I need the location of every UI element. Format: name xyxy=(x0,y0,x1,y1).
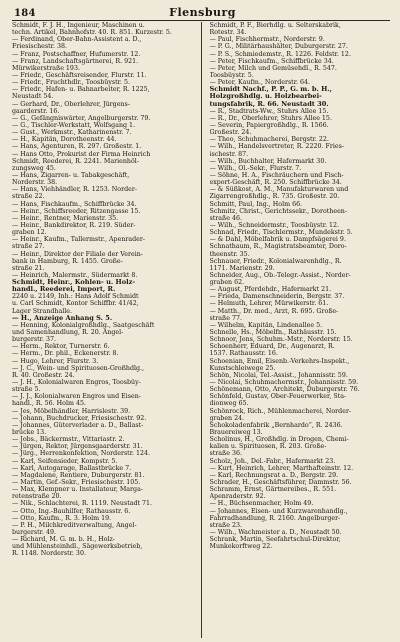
directory-entry-line: Rotestr. 34. xyxy=(209,29,247,37)
directory-entry-line: handl., R. 56. Holm 45. xyxy=(12,400,86,408)
directory-entry-line: — P. H., Milchkreditverwaltung, Angel- xyxy=(12,521,137,529)
directory-entry-line: Munkekorftweg 22. xyxy=(209,543,273,551)
directory-entry-line: handl., Reederei, Import, R. xyxy=(12,286,116,294)
directory-entry-line: Schnelle, Hs., Möbelfn., Rathäusstr. 15. xyxy=(209,329,337,337)
directory-entry-line: Schmitt, Paul, Ing., Holm 66. xyxy=(209,200,303,208)
directory-entry-line: — Heinr., Rentner, Marienstr. 35. xyxy=(12,214,119,222)
directory-entry-line: — Karl, Rechnungsrat a. D., Bergstr. 29. xyxy=(209,471,339,479)
directory-entry-line: — H., Anzeige Anhang S. 5. xyxy=(12,314,113,322)
directory-entry-line: theenstr. 35. xyxy=(209,250,250,258)
directory-entry-line: — Wilhelm, Kapitän, Lindenallee 5. xyxy=(209,321,323,329)
directory-entry-line: kalien u. Spirituosen, R. 203. Große- xyxy=(209,443,327,451)
directory-entry-line: Schrank, Martin, Seefahrtschul-Direktor, xyxy=(209,536,341,544)
directory-entry-line: — Friedr., Fruchthdlr., Toosbüystr. 5. xyxy=(12,79,131,87)
directory-entry-line: — & Süßkost, A. M., Manufakturwaren und xyxy=(209,186,349,194)
directory-columns xyxy=(12,22,390,638)
directory-entry-line: — Magdalene, Rentiere, Duburgerstr. 81. xyxy=(12,471,145,479)
directory-entry-line: techn. Artikel, Bahnhofstr. 40. R. 851. Kurzestr. 5. xyxy=(12,29,172,37)
directory-entry-line: 2240 u. 2149, Inh.: Hans Adolf Schmidt xyxy=(12,293,139,301)
page-number: 184 xyxy=(14,8,36,19)
directory-entry-line: R. 1148. Norderstr. 30. xyxy=(12,550,86,558)
directory-entry-line: — Theo, Schuhmacherei, Bergstr. 22. xyxy=(209,136,329,144)
directory-entry-line: — Hans, Agenturen, R. 297. Großestr. 1. xyxy=(12,143,142,151)
directory-entry-line: — H., Kapitän, Dorotheenstr. 44. xyxy=(12,136,117,144)
directory-entry-line: Neustadt 54. xyxy=(12,93,54,101)
directory-entry-line: Schön, Nicolai, Tel.-Assist., Johannisstr. 59. xyxy=(209,371,348,379)
directory-entry-line: export-Geschäft, R. 250. Schiffbrücke 34. xyxy=(209,179,342,187)
directory-entry-line: Großestr. 24. xyxy=(209,129,252,137)
directory-entry-line: zungsweg 45. xyxy=(12,164,56,172)
directory-entry-line: — Jobs., Bäckermstr., Vittariastr. 2. xyxy=(12,436,125,444)
directory-entry-line: — Severin, Papiergroßhdlg., R. 1566. xyxy=(209,121,329,129)
directory-entry-line: — Jes, Möbelhändler, Harrislestr. 39. xyxy=(12,407,131,415)
directory-entry-line: — R., Dr., Oberlehrer, Stuhrs Allee 15. xyxy=(209,114,332,122)
directory-entry-line: straße 36. xyxy=(209,450,242,458)
directory-entry-line: tungsfabrik, R. 66. Neustadt 30. xyxy=(209,100,329,108)
directory-entry-line: Lager Strandhalle. xyxy=(12,307,72,315)
directory-entry-line: Friesischestr. 38. xyxy=(12,43,68,51)
directory-entry-line: — Jürg., Herrenkonfektion, Norderstr. 124. xyxy=(12,450,151,458)
directory-entry-line: 1537. Rathausstr. 16. xyxy=(209,350,278,358)
running-head: Flensburg xyxy=(169,6,236,19)
directory-entry-line: burgerstr. 49. xyxy=(12,528,56,536)
directory-entry-line: Toosbüystr. 5. xyxy=(209,71,254,79)
directory-entry-line: — Heinr., Kaufm., Tallermstr., Apenrader- xyxy=(12,236,146,244)
directory-entry-line: Scholinus, H., Großhdlg. in Drogen, Chemi- xyxy=(209,436,349,444)
directory-entry-line: Zigarrengroßhdlg., R. 735. Großestr. 20. xyxy=(209,193,340,201)
directory-entry-line: — Frieda, Damenschneiderin, Bergstr. 37. xyxy=(209,293,345,301)
directory-entry-line: Schoenian, Emil, Eisenb.-Verkehrs-Inspekt., xyxy=(209,357,350,365)
directory-entry-line: — Otto, Ing.-Bauhilfer, Rathausstr. 6. xyxy=(12,507,131,515)
directory-entry-line: Schrader, H., Geschäftsführer, Dammstr. 56. xyxy=(209,479,352,486)
directory-entry-line: — Johann, Buchdrucker, Friesischestr. 92. xyxy=(12,414,147,422)
directory-entry-line: graben 12. xyxy=(12,229,47,237)
directory-entry-line: ischestr. 87. xyxy=(209,150,249,158)
directory-entry-line: — P. S., Schmiedemstr., R. 1226. Feldstr. 12. xyxy=(209,50,351,58)
directory-entry-line: — G., Tischler-Werkstatt, Wolfsgang 1. xyxy=(12,121,136,129)
directory-entry-line: — J. J., Kolonialwaren Engros und Eisen- xyxy=(12,393,141,401)
directory-entry-line: — Martin, Gef.-Sekr., Friesischestr. 105. xyxy=(12,479,141,486)
directory-entry-line: — Nicolai, Schuhmachermstr., Johannisstr. 59. xyxy=(209,379,359,387)
directory-entry-line: retenstraße 20. xyxy=(12,493,62,501)
directory-entry-line: — Hugo, Lehrer, Flurstr. 3. xyxy=(12,357,99,365)
directory-entry-line: — G., Gefängniswärter, Angelburgerstr. 79. xyxy=(12,114,151,122)
directory-entry-line: — Franz, Postschaffner, Hufumerstr. 12. xyxy=(12,50,141,58)
directory-entry-line: straße 77. xyxy=(209,314,242,322)
directory-entry-line: — August, Pferdehdr., Hafermarkt 21. xyxy=(209,286,332,294)
directory-entry-line: Schönfeld, Gustav, Ober-Feuerwerker, Sta- xyxy=(209,393,347,401)
directory-entry-line: gaarderstr. 16. xyxy=(12,107,60,115)
directory-entry-line: — Johannes, Güterverlader a. D., Ballast- xyxy=(12,421,144,429)
directory-entry-line: Schönemann, Otto, Architekt, Duburgerstr. 76. xyxy=(209,386,360,394)
directory-entry-line: — Heinr., Bankdirektor, R. 219. Süder- xyxy=(12,221,136,229)
directory-entry-line: — & Dahl, Möbelfabrik u. Dampfsägerei 9. xyxy=(209,236,346,244)
directory-entry-line: Schönrock, Rich., Mühlenmacherei, Norder- xyxy=(209,407,352,415)
directory-entry-line: — Henning, Kolonialgroßhdlg., Saatgeschäft xyxy=(12,321,155,329)
directory-entry-line: — R., Stadtrats-Ww., Stuhrs Allee 15. xyxy=(209,107,329,115)
header-rule xyxy=(12,20,390,21)
directory-entry-line: — Heinrich, Malermstr., Südermarkt 8. xyxy=(12,271,138,279)
directory-entry-line: straße 22. xyxy=(12,193,45,201)
directory-entry-line: — Nik., Schlachterei, R. 1119. Neustadt 71. xyxy=(12,500,153,508)
directory-entry-line: — Wilh., Schneidermstr., Toosbüystr. 12. xyxy=(209,221,340,229)
directory-entry-line: Schmidt Nachf., P. P., G. m. b. H., xyxy=(209,86,332,94)
directory-entry-line: Schmidt, P. F., Bierhdlg. u. Selterskabrik, xyxy=(209,22,341,29)
directory-entry-line: straße 21. xyxy=(12,264,45,272)
directory-entry-line: — Friedr., Hafen- u. Bahnarbeiter, R. 1225, xyxy=(12,86,150,94)
column-divider xyxy=(201,22,202,638)
directory-entry-line: — Karl, Seifensieder, Kompstr. 5. xyxy=(12,457,118,465)
directory-entry-line: straße 23. xyxy=(209,521,242,529)
directory-entry-line: — J. H., Kolonialwaren Engros, Toosbüy- xyxy=(12,379,141,387)
directory-entry-line: Schnauer, Friedr., Kolonialwarenhdlg., R. xyxy=(209,257,342,265)
directory-entry-line: — Herm., Dr. phil., Eckenerstr. 8. xyxy=(12,350,119,358)
directory-entry-line: Schmidt, Reederei, R. 2241. Marienhöl- xyxy=(12,157,139,165)
directory-entry-line: — Söhne, H. A., Fischräuchern und Fisch- xyxy=(209,171,344,179)
directory-entry-line: Schneider, Aug., Ob.-Telegr.-Assist., Norder- xyxy=(209,271,351,279)
directory-entry-line: dionweg 65. xyxy=(209,400,249,408)
directory-entry-line: — Jürgen, Rektor, Jürgensgaarderstr. 31. xyxy=(12,443,143,451)
directory-entry-line: — Ferdinand, Ober-Bahn-Assistent a. D., xyxy=(12,36,142,44)
directory-entry-line: — J. C., Wein- und Spirituosen-Großhdlg., xyxy=(12,364,145,372)
directory-entry-line: R. 40. Großestr. 24. xyxy=(12,371,75,379)
directory-entry-line: — Heinr., Direktor der Filiale der Verein- xyxy=(12,250,143,258)
directory-entry-line: Schramm, Ernst, Gärtnereibes., R. 551. xyxy=(209,486,337,494)
directory-entry-line: graben 24. xyxy=(209,414,245,422)
directory-entry-line: brücke 13. xyxy=(12,429,47,437)
directory-entry-line: — Hans Otto, Prokurist der Firma Heinrich xyxy=(12,150,151,158)
directory-entry-line: Norderstr. 38. xyxy=(12,179,58,187)
directory-entry-line: — Helmuth, Lehrer, Mürwikerstr. 61. xyxy=(209,300,329,308)
directory-entry-line: Holzgroßhdlg. u. Holzbearbei- xyxy=(209,93,322,101)
directory-entry-line: Kunstschleiwege 25. xyxy=(209,364,276,372)
directory-entry-line: — Gust., Werkmstr., Katharinenstr. 7. xyxy=(12,129,132,137)
directory-entry-line: — Wilh., Handelsvertreter, R. 2220. Fries- xyxy=(209,143,344,151)
directory-entry-line: — Matth., Dr. med., Arzt, R. 695. Große- xyxy=(209,307,339,315)
directory-entry-line: — Franz, Landschaftsgärtnerei, R. 921. xyxy=(12,57,139,65)
directory-entry-line: — Hans, Zigarren- u. Tabakgeschäft, xyxy=(12,171,130,179)
directory-entry-line: — Wilh., Buchhalter, Hafermarkt 30. xyxy=(209,157,327,165)
directory-entry-line: — Herm., Rektor, Turnerstr. 6. xyxy=(12,343,110,351)
directory-entry-line: Schnoor, Jens, Schuhm.-Mstr., Norderstr. 15. xyxy=(209,336,353,344)
directory-entry-line: Schmidt, F. J. H., Ingenieur, Maschinen u. xyxy=(12,22,145,29)
directory-entry-line: straße 27. xyxy=(12,243,45,251)
directory-entry-line: 1171. Marienstr. 29. xyxy=(209,264,275,272)
directory-entry-line: — Richard, M. G. m. b. H., Holz- xyxy=(12,536,115,544)
directory-entry-line: — Otto, Kaufm., R. 3. Holm 19. xyxy=(12,514,112,522)
directory-entry-line: Schoenherr, Eduard, Dr., Augenarzt, R. xyxy=(209,343,335,351)
directory-entry-line: — Kurt, Heinrich, Lehrer, Marthafteinstr. 12. xyxy=(209,464,354,472)
directory-entry-line: straße 46. xyxy=(209,214,242,222)
directory-entry-line: — Hans, Fischkaufm., Schiffbrücke 34. xyxy=(12,200,137,208)
directory-entry-line: — P. G., Militärhaushälter, Duburgerstr. 27. xyxy=(209,43,348,51)
directory-entry-line: — Max, Klempner u. Installateur, Marga- xyxy=(12,486,143,494)
directory-entry-line: — Peter, Milch und Gemüsehdl., R. 547. xyxy=(209,64,337,72)
directory-entry-line: — Heinr., Schiffsreeder, Ritzengasse 15. xyxy=(12,207,141,215)
directory-entry-line: Brauereiweg 13. xyxy=(209,429,263,437)
directory-entry-line: Apenraderstr. 92. xyxy=(209,493,266,501)
directory-entry-line: und Samenhandlung, R. 20. Angel- xyxy=(12,329,124,337)
directory-entry-line: — H., Büchsenmacher, Holm 49. xyxy=(209,500,314,508)
directory-entry-line: Schnathaum, R., Magistratsbeamter, Doro- xyxy=(209,243,347,251)
right-column xyxy=(210,22,391,638)
directory-entry-line: u. Carl Schmidt, Kontor Schiffbr. 41/42, xyxy=(12,300,139,308)
directory-entry-line: — Friedr., Geschäftsreisender, Flurstr. 11. xyxy=(12,71,147,79)
directory-entry-line: bank in Hamburg, R. 1455. Große- xyxy=(12,257,123,265)
directory-entry-line: Mürwikerstraße 193. xyxy=(12,64,80,72)
directory-entry-line: Scholz, Joh., Del.-Fabr., Hafermarkt 23. xyxy=(209,457,336,465)
directory-entry-line: — Paul, Fischhermstr., Norderstr. 9. xyxy=(209,36,325,44)
directory-entry-line: Schmitz, Christ., Gerichtssekr., Dorotheen- xyxy=(209,207,347,215)
directory-entry-line: — Gerhard, Dr., Oberlehrer, Jürgens- xyxy=(12,100,130,108)
page-header xyxy=(14,6,386,20)
directory-entry-line: Schnad, Friedr., Tischlermstr., Mundekstr. 5. xyxy=(209,229,353,237)
directory-entry-line: — Peter, Fischkaufm., Schiffbrücke 34. xyxy=(209,57,334,65)
directory-entry-line: Schmidt, Heinr., Kohlen- u. Holz- xyxy=(12,279,136,287)
directory-entry-line: — Karl, Autogarage, Ballastbrücke 7. xyxy=(12,464,132,472)
directory-entry-line: — Wilh., Ol.-Sekr., Flurstr. 7. xyxy=(209,164,302,172)
directory-entry-line: und Mühlensteinhdl., Sägewerksbetrieb, xyxy=(12,543,143,551)
directory-entry-line: burgerstr. 37. xyxy=(12,336,56,344)
directory-entry-line: — Johannes, Eisen- und Kurzwarenhandlg., xyxy=(209,507,348,515)
directory-entry-line: Fahrradhandlung, R. 2160. Angelburger- xyxy=(209,514,341,522)
directory-entry-line: — Peter, Kaufm., Norderstr. 64. xyxy=(209,79,311,87)
directory-entry-line: straße 5. xyxy=(12,386,41,394)
directory-entry-line: — Hans, Viehhändler, R. 1253. Norder- xyxy=(12,186,138,194)
left-column xyxy=(12,22,193,638)
directory-entry-line: — Wilh., Wachmeister a. D., Neustadt 50. xyxy=(209,528,342,536)
directory-entry-line: Schokoladenfabrik „Bernhardo“, R. 2436. xyxy=(209,421,343,429)
directory-entry-line: graben 62. xyxy=(209,279,245,287)
